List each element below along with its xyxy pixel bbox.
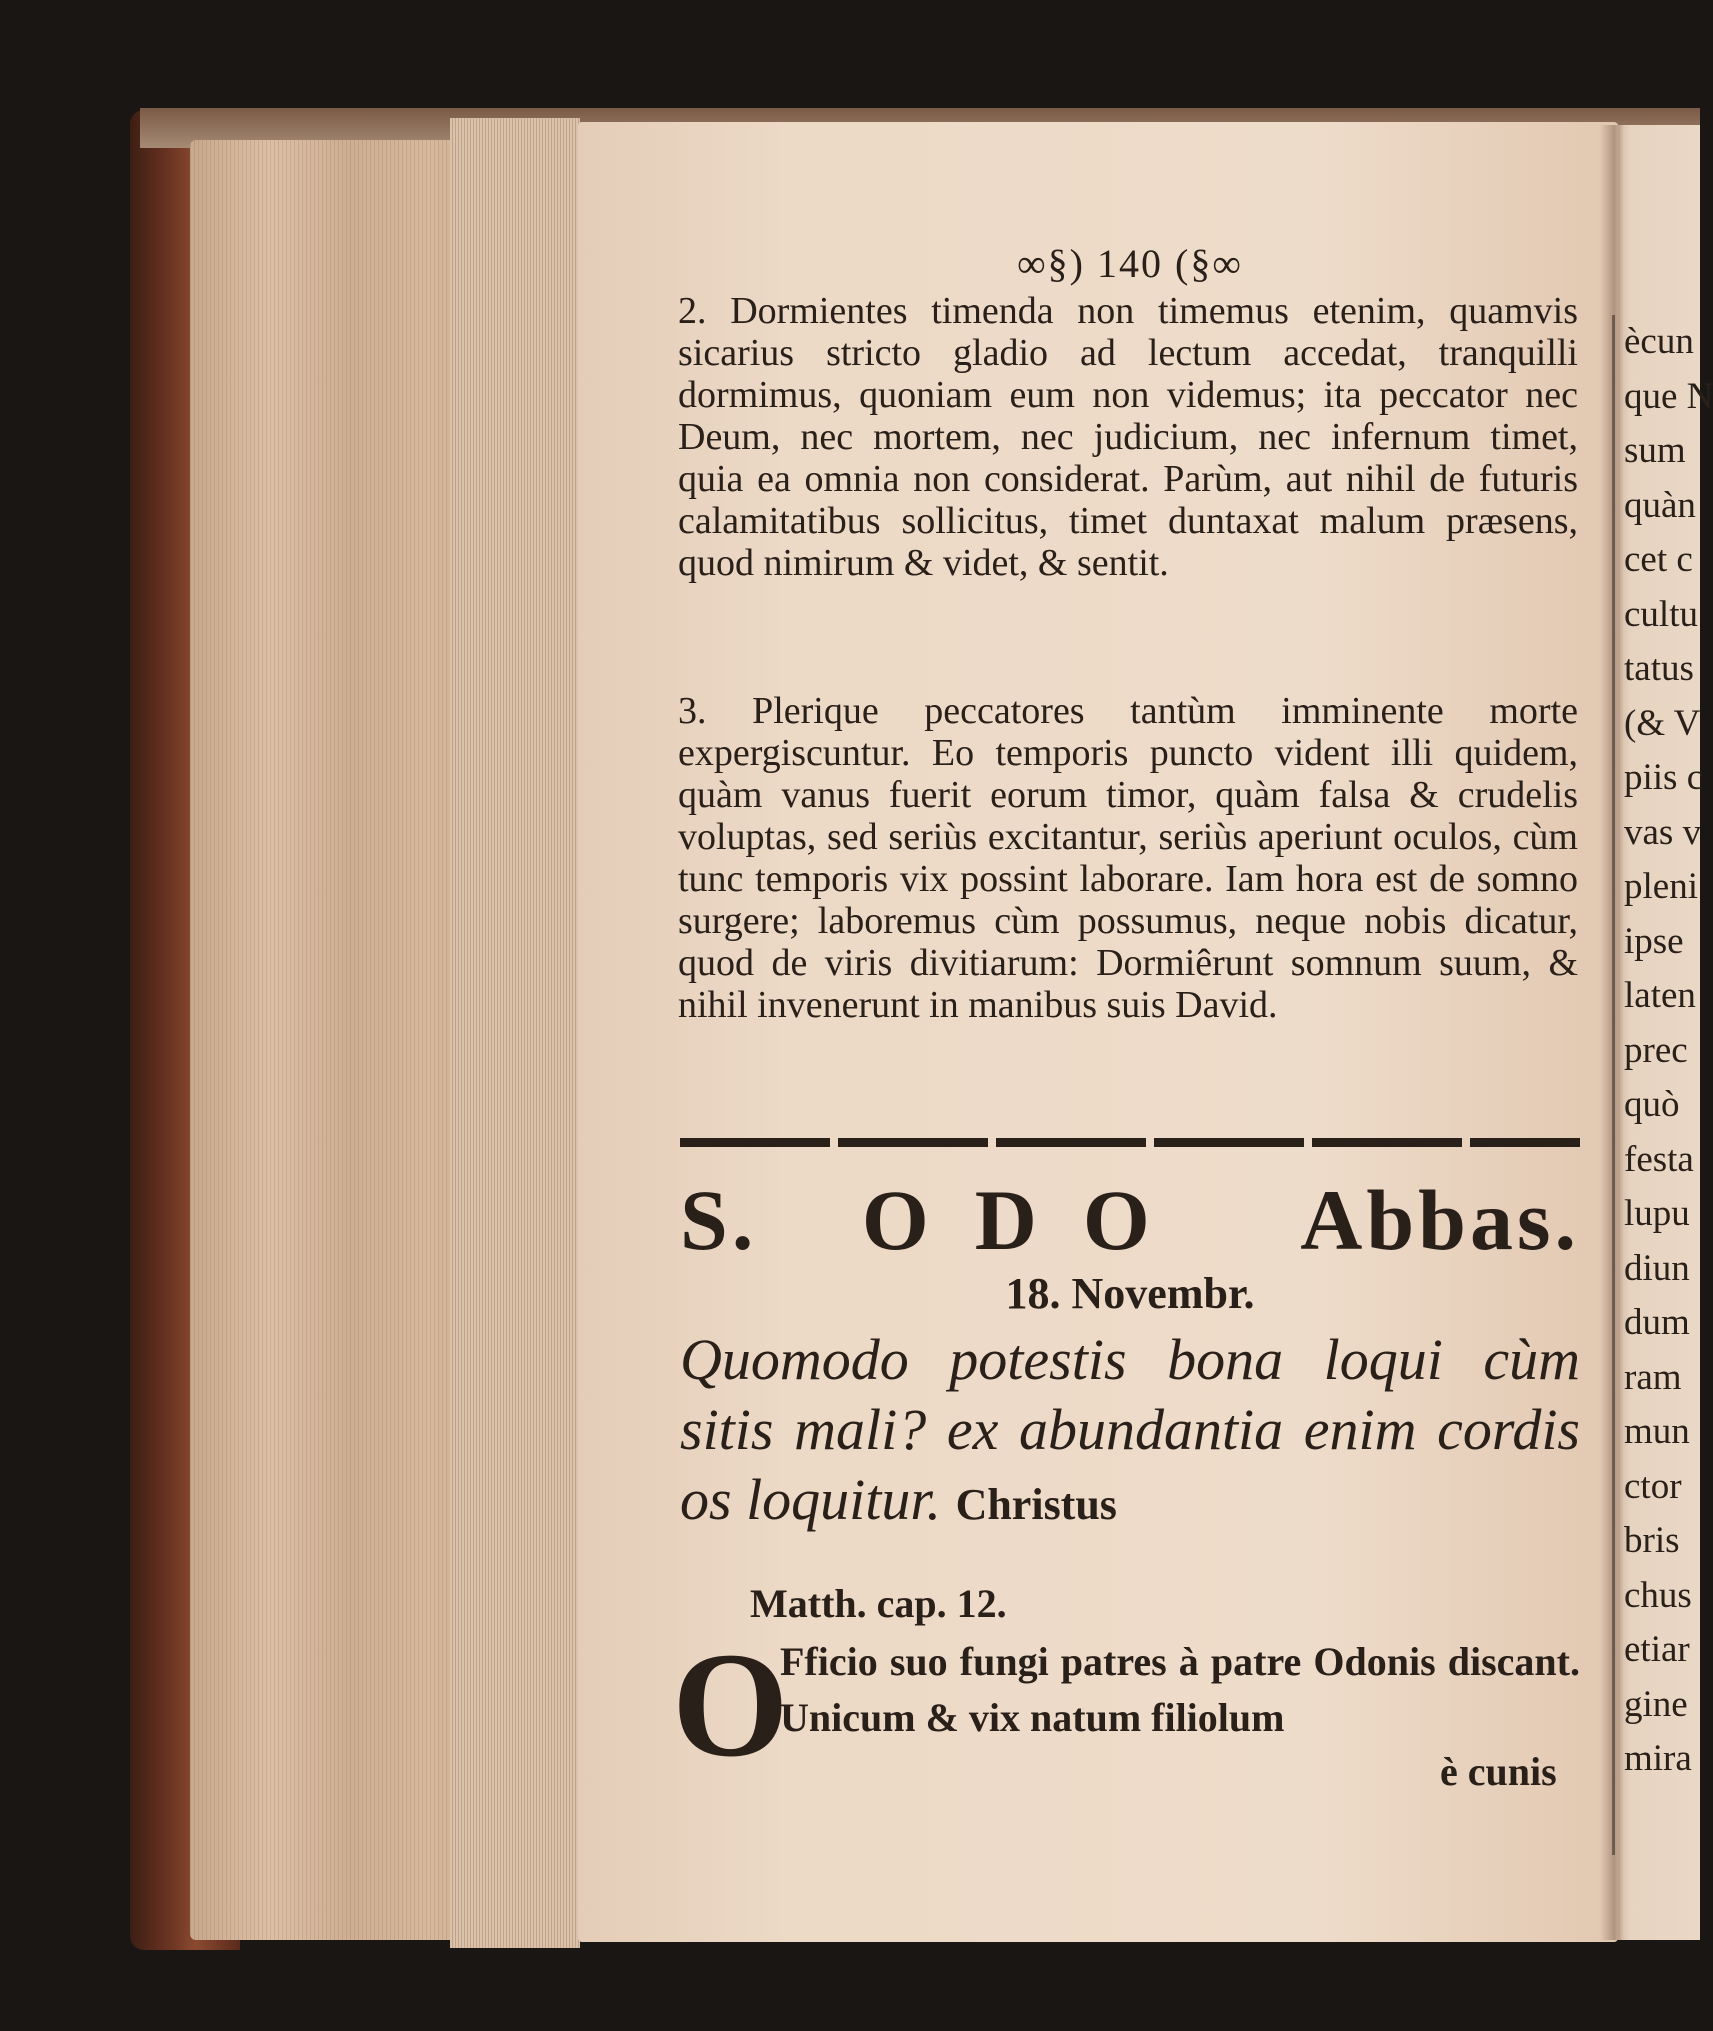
epigraph-text: Quomodo potestis bona loqui cùm sitis mali? ex abundantia enim cordis os loquitur.	[680, 1327, 1580, 1532]
epigraph	[680, 1325, 1580, 1540]
epigraph-reference: Matth. cap. 12.	[750, 1581, 1007, 1626]
facing-page-fragment: cultu	[1624, 593, 1698, 635]
facing-page-fragment: (& V	[1624, 702, 1701, 744]
paragraph-3: 3. Plerique peccatores tantùm imminente morte expergiscuntur. Eo temporis puncto vident illi quidem, quàm vanus fuerit eorum timor, quàm falsa & crudelis voluptas, sed seriùs excitantur, seriùs aperiunt oculos, cùm tunc temporis vix possint laborare. Iam hora est de somno surgere; laboremus cùm possumus, neque nobis dicatur, quod de viris divitiarum: Dormiêrunt somnum suum, & nihil invenerunt in manibus suis David.	[678, 690, 1578, 1026]
facing-page-fragment: quàn	[1624, 484, 1696, 526]
facing-page-fragment: festa	[1624, 1138, 1694, 1180]
facing-page-fragment: chus	[1624, 1574, 1692, 1616]
title-saint: S.	[680, 1172, 758, 1268]
facing-page-fragment: pleni	[1624, 866, 1698, 907]
facing-page-fragment: gine	[1624, 1683, 1688, 1725]
feast-date: 18. Novembr.	[1005, 1269, 1255, 1318]
title-name: ODO	[861, 1172, 1196, 1268]
page-stack	[450, 118, 580, 1948]
facing-page-fragment: mun	[1624, 1411, 1690, 1452]
catchword: è cunis	[1440, 1749, 1557, 1794]
facing-page-text	[1624, 315, 1713, 1787]
facing-page-fragment: diun	[1624, 1247, 1690, 1289]
paragraph-body: Fficio suo fungi patres à patre Odonis discant. Unicum & vix natum filiolum	[780, 1639, 1580, 1740]
facing-page-fragment: prec	[1624, 1029, 1688, 1071]
section-divider	[680, 1138, 1580, 1147]
facing-page-fragment: lupu	[1624, 1193, 1690, 1234]
facing-page-fragment: ipse	[1624, 920, 1684, 962]
facing-page-fragment: vas v	[1624, 811, 1702, 853]
facing-page-fragment: ram	[1624, 1356, 1682, 1398]
facing-page-fragment: ctor	[1624, 1465, 1682, 1507]
page-header: ∞§) 140 (§∞	[1017, 241, 1243, 286]
title-abbas: Abbas.	[1300, 1172, 1580, 1268]
paragraph-2: 2. Dormientes timenda non timemus etenim, quamvis sicarius stricto gladio ad lectum accedat, tranquilli dormimus, quoniam eum non videmus; ita peccator nec Deum, nec mortem, nec judicium, nec infernum timet, quia ea omnia non considerat. Parùm, aut nihil de futuris calamitatibus sollicitus, timet duntaxat malum præsens, quod nimirum & videt, & sentit.	[678, 290, 1578, 584]
facing-page-fragment: quò	[1624, 1084, 1680, 1125]
epigraph-source: Christus	[955, 1480, 1117, 1529]
facing-page-line	[1612, 315, 1615, 1855]
facing-page-fragment: dum	[1624, 1302, 1690, 1343]
facing-page-fragment: bris	[1624, 1520, 1680, 1561]
facing-page-fragment: etiar	[1624, 1629, 1690, 1670]
facing-page-fragment: mira	[1624, 1738, 1692, 1779]
facing-page-fragment: tatus	[1624, 648, 1694, 689]
facing-page-fragment: laten	[1624, 975, 1696, 1016]
facing-page-fragment: que N	[1624, 375, 1713, 417]
facing-page-fragment: cet c	[1624, 539, 1693, 580]
drop-cap: O	[672, 1622, 789, 1788]
facing-page-fragment: ècun	[1624, 321, 1694, 362]
facing-page-fragment: piis c	[1624, 757, 1704, 798]
section-title	[680, 1170, 1580, 1270]
facing-page-fragment: sum	[1624, 430, 1686, 471]
